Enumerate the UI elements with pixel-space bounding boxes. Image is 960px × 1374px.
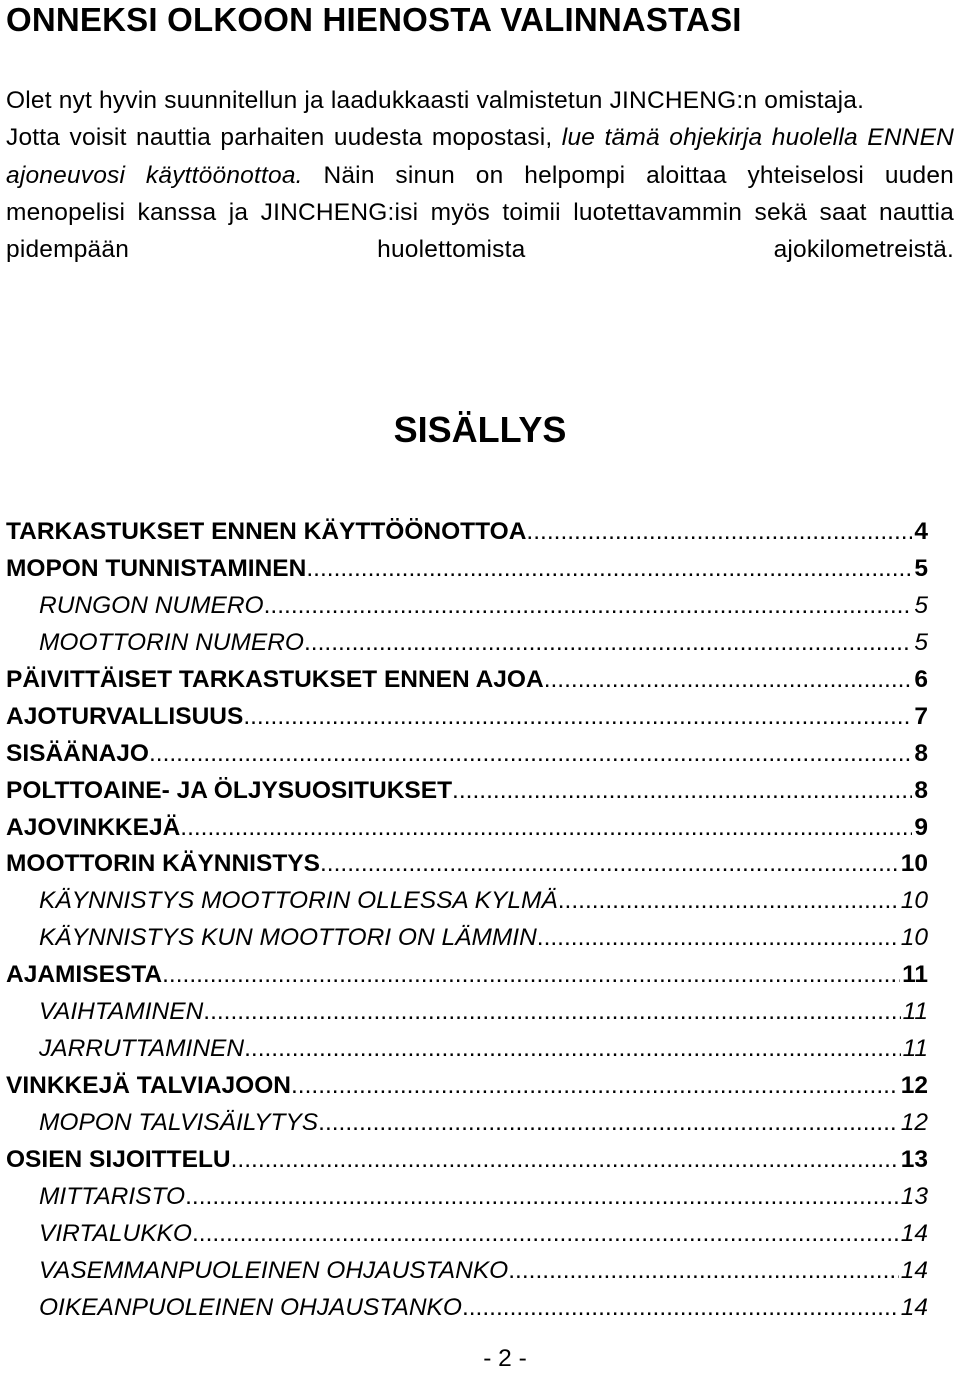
toc-entry-page: 12 (900, 1109, 928, 1136)
toc-entry[interactable] (6, 736, 928, 773)
toc-dot-leader (462, 1290, 899, 1327)
toc-entry-label: AJOVINKKEJÄ (6, 813, 181, 841)
page-title: ONNEKSI OLKOON HIENOSTA VALINNASTASI (6, 1, 742, 38)
toc-entry[interactable] (6, 662, 928, 699)
toc-entry-label: SISÄÄNAJO (6, 739, 149, 767)
toc-entry-page: 5 (914, 554, 928, 582)
toc-entry-page: 11 (902, 998, 928, 1026)
table-of-contents (6, 514, 928, 1327)
toc-dot-leader (180, 810, 912, 847)
toc-entry-label: OIKEANPUOLEINEN OHJAUSTANKO (39, 1293, 462, 1321)
toc-entry-page: 12 (900, 1072, 928, 1100)
toc-entry[interactable] (6, 1068, 928, 1105)
toc-dot-leader (231, 1142, 899, 1179)
toc-dot-leader (203, 994, 900, 1031)
toc-dot-leader (320, 846, 899, 883)
intro-paragraph-1: Olet nyt hyvin suunnitellun ja laadukkaasti valmistetun JINCHENG:n omistaja. (6, 87, 865, 114)
toc-entry-label: AJOTURVALLISUUS (6, 702, 244, 730)
toc-dot-leader (537, 920, 899, 957)
intro-paragraph-2 (6, 119, 954, 305)
toc-entry-page: 10 (900, 850, 928, 878)
toc-dot-leader (452, 773, 912, 810)
toc-entry[interactable] (6, 810, 928, 847)
toc-dot-leader (291, 1068, 899, 1105)
toc-entry-label: RUNGON NUMERO (39, 591, 264, 619)
toc-dot-leader (306, 551, 912, 588)
toc-entry[interactable] (6, 625, 928, 662)
toc-entry[interactable] (6, 1031, 928, 1068)
toc-entry[interactable] (6, 588, 928, 625)
toc-entry-page: 11 (902, 1035, 928, 1063)
toc-entry-page: 14 (900, 1293, 928, 1321)
toc-entry[interactable] (6, 1142, 928, 1179)
toc-entry-page: 7 (914, 702, 928, 730)
toc-dot-leader (244, 1031, 900, 1068)
toc-entry[interactable] (6, 699, 928, 736)
toc-entry[interactable] (6, 1216, 928, 1253)
toc-entry-label: KÄYNNISTYS MOOTTORIN OLLESSA KYLMÄ (39, 887, 558, 915)
toc-entry-label: KÄYNNISTYS KUN MOOTTORI ON LÄMMIN (39, 924, 537, 952)
toc-entry[interactable] (6, 1105, 928, 1142)
toc-entry[interactable] (6, 846, 928, 883)
toc-entry-page: 5 (914, 591, 928, 619)
toc-dot-leader (558, 883, 899, 920)
toc-dot-leader (264, 588, 913, 625)
toc-entry-page: 8 (914, 776, 928, 804)
toc-entry-page: 13 (900, 1182, 928, 1210)
toc-entry[interactable] (6, 957, 928, 994)
toc-entry-page: 4 (914, 518, 928, 545)
toc-entry-page: 11 (902, 961, 928, 989)
toc-entry-page: 14 (900, 1219, 928, 1247)
toc-entry[interactable] (6, 773, 928, 810)
toc-entry-label: OSIEN SIJOITTELU (6, 1145, 231, 1173)
intro-text-start: Jotta voisit nauttia parhaiten uudesta mopostasi, (6, 124, 562, 152)
toc-entry[interactable] (6, 551, 928, 588)
intro-text-emphasis: lue tämä ohjekirja huolella ENNEN ajoneuvosi käyttöönottoa. (6, 124, 955, 189)
toc-entry[interactable] (6, 1290, 928, 1327)
toc-dot-leader (185, 1179, 899, 1216)
toc-entry-page: 9 (914, 813, 928, 841)
toc-entry-page: 13 (900, 1145, 928, 1173)
toc-dot-leader (162, 957, 900, 994)
toc-entry-label: MOPON TALVISÄILYTYS (39, 1109, 319, 1136)
toc-entry[interactable] (6, 514, 928, 551)
toc-dot-leader (243, 699, 912, 736)
toc-entry-label: MOOTTORIN KÄYNNISTYS (6, 850, 320, 878)
toc-dot-leader (304, 625, 912, 662)
toc-entry-label: VIRTALUKKO (39, 1219, 192, 1247)
toc-entry[interactable] (6, 994, 928, 1031)
toc-entry-label: VASEMMANPUOLEINEN OHJAUSTANKO (39, 1256, 509, 1284)
toc-entry[interactable] (6, 1179, 928, 1216)
intro-text-end: Näin sinun on helpompi aloittaa yhteiselosi uuden menopelisi kanssa ja JINCHENG:isi myös toimii luotettavammin sekä saat nauttia pidempään huolettomista ajokilometreistä. (6, 161, 954, 264)
toc-entry-label: MITTARISTO (39, 1182, 186, 1210)
toc-dot-leader (526, 514, 912, 551)
toc-entry-label: POLTTOAINE- JA ÖLJYSUOSITUKSET (6, 776, 453, 804)
toc-entry-label: TARKASTUKSET ENNEN KÄYTTÖÖNOTTOA (6, 518, 527, 545)
page-number: - 2 - (483, 1345, 527, 1372)
toc-entry[interactable] (6, 920, 928, 957)
toc-entry-label: MOPON TUNNISTAMINEN (6, 554, 307, 582)
toc-entry-page: 10 (900, 887, 928, 915)
toc-dot-leader (149, 736, 912, 773)
toc-entry-page: 10 (900, 924, 928, 952)
toc-entry-label: MOOTTORIN NUMERO (39, 628, 304, 656)
toc-entry-page: 14 (900, 1256, 928, 1284)
toc-entry-page: 6 (914, 665, 928, 693)
toc-entry-label: VAIHTAMINEN (39, 998, 204, 1026)
toc-entry[interactable] (6, 883, 928, 920)
toc-dot-leader (508, 1253, 899, 1290)
toc-dot-leader (544, 662, 913, 699)
toc-entry-label: AJAMISESTA (6, 961, 163, 989)
toc-entry-label: PÄIVITTÄISET TARKASTUKSET ENNEN AJOA (6, 665, 544, 693)
intro-text (6, 82, 954, 306)
toc-entry[interactable] (6, 1253, 928, 1290)
toc-heading: SISÄLLYS (393, 409, 567, 450)
toc-entry-page: 5 (914, 628, 928, 656)
toc-dot-leader (318, 1105, 899, 1142)
toc-entry-page: 8 (914, 739, 928, 767)
toc-entry-label: JARRUTTAMINEN (39, 1035, 245, 1063)
toc-entry-label: VINKKEJÄ TALVIAJOON (6, 1072, 291, 1100)
toc-dot-leader (192, 1216, 899, 1253)
